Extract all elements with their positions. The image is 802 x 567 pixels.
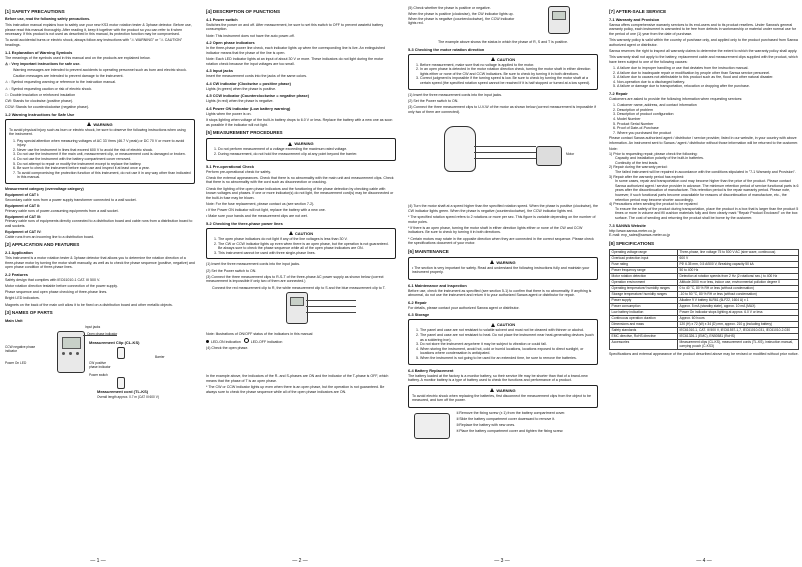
symbols-list — [5, 62, 195, 110]
three-phase-figure — [206, 292, 396, 332]
figure-note: Note: Illustrations of ON/OFF status of the indicators in this manual — [206, 331, 313, 336]
spec-row — [610, 279, 799, 285]
symbol-item: Warning messages are intended to prevent accidents to operating personnel such as burn and electric shock. — [13, 68, 187, 72]
warranty-item: 4. Non-operation due to a discharged battery. — [617, 80, 799, 85]
step-text: (4) Turn the motor shaft at a speed higher than the specified rotation speed. When the phase is positive (clockwise), the CW indicator lights green. When the phase is negative (counterclockwise), the CCW indicator lights red. — [408, 204, 598, 213]
spec-label: Power consumption — [610, 303, 678, 309]
caution-item: 3. This instrument cannot be used with three single-phase lines. — [218, 251, 392, 256]
function-title: 4-3 Input jacks — [206, 68, 234, 74]
warranty-sub: 7-1 Warranty and Provision — [609, 16, 660, 22]
caution-box-title: CAUTION — [496, 56, 516, 62]
spec-label: Motor rotation detection — [610, 273, 678, 279]
repair-note: 4) Precautions when sending the product to be repaired — [609, 202, 698, 207]
spec-row — [610, 273, 799, 279]
caution-list — [412, 63, 594, 86]
repair-note: In some cases, repair and transportation cost may become higher than the price of the product. Please contact Sanwa authorized agent / service provider in advance. The minimum retention period of service functional parts is 6 years after the discontinuation of manufacture. This retention period is the repair warranty period. Please note, however, if such functional parts become unavailable for reasons of discontinuation of manufacture, etc., the retention period may become shorter accordingly. — [615, 179, 799, 202]
warning-icon — [87, 122, 91, 126]
warning-box-title: WARNING — [496, 259, 516, 265]
repair-list — [609, 103, 799, 135]
warning-item: 1. Pay special attention when measuring voltages of AC 33 Vrms (46.7 V peak) or DC 70 V or more to avoid injury. — [17, 139, 191, 148]
led-legend — [206, 338, 396, 345]
caution-item: 4. When storing the instrument, avoid hot, cold or humid locations, locations exposed to direct sunlight, or locations where condensation is anticipated. — [420, 347, 594, 356]
symbol-item: CCW: Stands for counterclockwise (negative phase). — [5, 105, 90, 110]
warranty-text: Sanwa offers comprehensive warranty services to its end-users and to its product resellers. Under Sanwa's general warranty policy, each instrument is warranted to be free from defects in workmanship or material under normal use for the period of one (1) year from the date of purchase. — [609, 22, 796, 37]
feature-item: Motor rotation direction testable before connection of the power supply. — [5, 284, 118, 289]
led-on-icon — [206, 340, 209, 343]
warning-item: 7. To avoid compromising the protection function of this instrument, do not use it in any way other than indicated in this manual. — [17, 171, 191, 180]
repair-item: 3. Description of product configuration — [617, 112, 799, 117]
measurement-clip — [117, 347, 125, 359]
warranty-item: 5. A failure or damage due to transportation, relocation or dropping after the purchase. — [617, 84, 799, 89]
category-head: Equipment of CAT I: — [5, 193, 40, 198]
caution-box-title: CAUTION — [294, 230, 314, 236]
warranty-text: Sanwa reserves the right to inspect all warranty claims to determine the extent to which the warranty policy shall apply. — [609, 49, 798, 54]
column-2 — [206, 6, 396, 554]
spec-row — [610, 321, 799, 327]
category-head: Equipment of CAT IV: — [5, 230, 42, 235]
category-text: Secondary cable runs from a power supply transformer connected to a wall socket. — [5, 197, 137, 202]
application-sub: 2-1 Application — [5, 250, 33, 256]
function-title: 4-2 Open phase indicators — [206, 40, 255, 46]
caution-icon — [289, 231, 293, 235]
cord-length-label: Overall length approx. 0.7 m (CAT III 600 V) — [97, 395, 159, 400]
spec-value: Approx. 60 hours — [678, 315, 799, 321]
example-text: The example above shows the status in which the phase of R, S and T is positive. — [438, 40, 568, 44]
caution-item: 1. The open phase indicators do not light if any of the line voltages is less than 30 V. — [218, 237, 392, 242]
spec-label: Operating voltage range — [610, 249, 678, 255]
step-text: (1) Insert the three measurement cords into the input jacks. — [206, 262, 301, 267]
repair-text: For details, please contact your authorized Sanwa agent or distributor. — [408, 305, 520, 310]
spec-value: 0 to 40 °C, 80 % RH or less (without condensation) — [678, 285, 799, 291]
category-head: Equipment of CAT III: — [5, 214, 42, 219]
spec-label: Continuous operation duration — [610, 315, 678, 321]
website-link[interactable]: http://www.sanwa-meter.co.jp — [609, 228, 656, 233]
symbol-item: ⚠ : Symbol requesting warning or reference to the instruction manual. — [5, 80, 117, 85]
repair-item: 4. Model Number — [617, 117, 799, 122]
symbol-item: ⚠ : Very important instructions for safe use. — [5, 61, 81, 66]
repair-sub: 6-2 Repair — [408, 299, 427, 305]
spec-value: -10 to 50 °C, 80 % RH or less (without condensation) — [678, 291, 799, 297]
function-text: In the three-phase power line check, each indicator lights up when the corresponding line is live. An extinguished indicator means that the phase of the line is open. — [206, 46, 385, 55]
safety-intro-2: To avoid accidental burns or electric shock, always follow any instructions with "⚠ WARNING" or "⚠ CAUTION" headings. — [5, 38, 183, 48]
warning-icon — [490, 260, 494, 264]
warning-list — [210, 147, 392, 156]
maintenance-warning-box — [408, 257, 598, 280]
website-sub: 7-3 SANWA Website — [609, 222, 646, 228]
spec-value: Power On indicator stops lighting at approx. 6.0 V or less — [678, 309, 799, 315]
specifications-note: Specifications and external appearance of the product described above may be revised or modified without prior notice. — [609, 351, 799, 356]
warning-text: To avoid electric shock when replacing the batteries, first disconnect the measurement clips from the object to be measured, and turn off the power. — [412, 393, 591, 403]
warning-icon — [288, 142, 292, 146]
caution-icon — [491, 57, 495, 61]
function-note: Note: Each LED indicator lights at an input of about 30 V or more. These indicators do not light during the motor rotation check because the input voltages are too small. — [206, 57, 384, 66]
repair-item: 2. Description of problem — [617, 108, 799, 113]
function-title: 4-4 CW indicator (Clockwise = positive phase) — [206, 80, 291, 86]
caution-item: 2. The panel and case are not resistant to heat. Do not place the instrument near heat-generating devices (such as a soldering iron). — [420, 333, 594, 342]
warranty-list — [609, 66, 799, 89]
repair-item: 5. Product Serial Number — [617, 122, 799, 127]
led-on-label: LED-ON indication — [211, 339, 241, 344]
warning-text: • The section is very important for safety. Read and understand the following instructions fully and maintain your instrument properly. — [412, 265, 590, 275]
warning-item: 6. Be sure to check the instrument before each use and inspect it at least once a year. — [17, 166, 191, 171]
repair-item: 7. Where you purchased the product — [617, 131, 799, 136]
measurement-cord-clip — [117, 377, 125, 389]
safety-title: [1] SAFETY PRECAUTIONS — [5, 9, 65, 14]
warning-box-title: WARNING — [93, 121, 113, 127]
function-note: Note: This instrument does not have the auto power-off. — [206, 33, 295, 38]
repair-note: 1) Prior to requesting repair, please check the following: — [609, 151, 698, 156]
example-text: In the example above, the indicators of the R- and S-phases are ON and the indicator of the T-phase is OFF, which means that the phase of T is an open phase. — [206, 374, 389, 383]
page-number: — 3 — — [494, 558, 510, 564]
clip-label: Measurement Clip (CL-KS) — [89, 340, 140, 346]
category-title: Measurement category (overvoltage category) — [5, 186, 84, 191]
symbol-item: Caution messages are intended to prevent damage to the instrument. — [13, 74, 124, 79]
spec-label: Operation environment — [610, 279, 678, 285]
warning-item: 3. Do not use the instrument if the main unit, measurement clip, or measurement cord is damaged or broken. — [17, 152, 191, 157]
features-sub: 2-2 Features — [5, 271, 28, 277]
repair-note: Capacity and installation polarity of the built-in batteries. — [615, 156, 704, 161]
category-text: Primary cable runs of equipments directly connected to a distribution board and cable runs from a distribution board to wall sockets. — [5, 219, 193, 228]
step-note: * The specified rotation speed refers to 2 rotations or more per sec. This figure is variable depending on the number of motor poles. — [408, 215, 596, 224]
step-text: (3) Connect the three measurement clips to U-V-W of the motor as shown below (correct measurement is impossible if only two of them are connected). — [408, 105, 596, 114]
step-text: (2) Set the Power switch to ON. — [206, 268, 257, 273]
column-1 — [5, 6, 195, 554]
power-switch-label: Power switch — [89, 373, 108, 378]
motor-icon — [536, 146, 562, 166]
repair-item: 1. Customer name, address, and contact information — [617, 103, 799, 108]
warning-icon — [490, 388, 494, 392]
measurement-warning-box — [206, 138, 396, 160]
spec-value: 120 (H) x 72 (W) x 34 (D) mm, approx. 210 g (including battery) — [678, 321, 799, 327]
pre-check-note: • If the Power ON indicator will not light, replace the battery with a new one. — [206, 208, 326, 213]
function-title: 4-5 CCW indicator (Counterclockwise = negative phase) — [206, 93, 310, 99]
repair-text: Please contact Sanwa authorized agent / distributor / service provider, listed in our website, in your country with above information. An instrument sent to Sanwa / agent / distributor without those information will be returned to the customer. — [609, 136, 799, 145]
measurement-title: [5] MEASUREMENT PROCEDURES — [206, 130, 283, 136]
step-text: Connect the red measurement clip to R, the white measurement clip to S and the blue measurement clip to T. — [212, 285, 386, 290]
caution-item: 3. Do not store the instrument anywhere it may be subject to vibration or could fall. — [420, 342, 594, 347]
column-3 — [408, 6, 598, 554]
caution-item: 5. When the instrument is not going to be used for an extended time, be sure to remove the batteries. — [420, 356, 594, 361]
tester-unit — [286, 292, 308, 324]
caution-list — [210, 237, 392, 255]
page-number: — 4 — — [696, 558, 712, 564]
warning-item: 5. Do not attempt to repair or modify the instrument except to replace the battery. — [17, 162, 191, 167]
warning-list — [9, 139, 191, 180]
spec-value: Altitude 2000 m or less, indoor use, environmental pollution degree II — [678, 279, 799, 285]
motor-label: Motor — [566, 152, 575, 157]
spec-value: IEC61010-1, CAT. III 500 V, IEC61557-1,7, IEC61010-031, IEC61010-2-030 — [678, 327, 799, 333]
caution-item: 1. Before measurement, make sure that no voltage is applied to the motor. — [420, 63, 594, 68]
after-sale-title: [7] AFTER-SALE SERVICE — [609, 9, 667, 14]
step-text: (5) Check whether the phase is positive or negative. — [408, 6, 491, 10]
power-led — [69, 352, 72, 355]
spec-label: Fuse rating — [610, 261, 678, 267]
caution-list — [412, 328, 594, 360]
warning-item: 2. During measurement, do not hold the measurement clip at any point beyond the barrier. — [218, 152, 392, 157]
caution-box-title: CAUTION — [496, 322, 516, 328]
battery-text: The battery loaded at the factory is a monitor battery, so their service life may be shorter than that of a brand-new battery. A monitor battery is a type of battery used to check the functions and performance of a product. — [408, 373, 588, 383]
repair-sub: 7-2 Repair — [609, 90, 628, 96]
maintenance-title: [6] MAINTENANCE — [408, 248, 449, 254]
storage-sub: 6-3 Storage — [408, 312, 430, 318]
battery-step: ③Replace the battery with new ones. — [456, 423, 516, 428]
repair-note: Continuity of the test leads. — [615, 160, 659, 165]
spec-label: Low battery indication — [610, 309, 678, 315]
led-off-label: LED-OFF indication — [250, 339, 283, 344]
spec-label: Operating temperature/ humidity ranges — [610, 285, 678, 291]
spec-value: Alkaline 9 V battery 6LR61 (6LF22, 1604 A) x 1 — [678, 297, 799, 303]
barrier-label: Barrier — [155, 355, 165, 360]
maintenance-sub: 6-1 Maintenance and Inspection — [408, 282, 467, 288]
warning-box — [5, 119, 195, 184]
spec-value: 600 V — [678, 255, 799, 261]
battery-figure — [408, 411, 598, 441]
motor-caution-box — [408, 54, 598, 90]
caution-item: 2. The CW or CCW indicator lights up even when there is an open phase, but the operation is not guaranteed. Be always sure to check the phase sequence while all of the open phase indicators are ON. — [218, 242, 392, 251]
open-phase-label: Open phase indicator — [87, 332, 118, 337]
spec-value: Three-phase, line voltage 75 to 500 V AC (sine wave, continuous) — [678, 249, 799, 255]
maintenance-text: Before use, check the instrument as specified (see section 5-1) to confirm that there is no abnormality. If anything is abnormal, do not use the instrument and return it to your authorized Sanwa agent or distributor for repair. — [408, 288, 592, 298]
application-title: [2] APPLICATION AND FEATURES — [5, 242, 80, 248]
pre-check-text: Check the lighting of the open phase indicators and the functioning of the phase detection by checking cable with known voltages and phases. If one or more indicator(s) do not light, the measurement cord(s) may be disconnected or the built-in fuse may be blown. — [206, 186, 394, 200]
tester-in-hand — [444, 126, 476, 172]
spec-value: Approx. 5 mA (standby state), approx. 10 mA (MAX) — [678, 303, 799, 309]
function-title: 4-6 Power ON indicator (Low battery warning) — [206, 106, 291, 111]
symbol-item: □ : Double insulation or reinforced insulation — [5, 92, 76, 97]
spec-value: Detection at rotation speeds from 2 Hz (2 rotations/ sec.) to 400 Hz — [678, 273, 799, 279]
warning-item: 1. Do not perform measurement of a voltage exceeding the maximum rated voltage. — [218, 147, 392, 152]
email-link[interactable]: E-mail: exp_sales@sanwa-meter.co.jp — [609, 233, 671, 238]
warning-box-title: WARNING — [496, 387, 516, 393]
repair-note: To ensure the safety of the product during transportation, place the product in a box that is larger than the product 5 times or more in volume and fill cushion materials fully and then clearly mark "Repair Product Enclosed" on the box surface. The cost of sending and returning the product shall be borne by the customer. — [615, 206, 799, 220]
power-led-label: Power On LED — [5, 361, 27, 366]
safety-head: Before use, read the following safety precautions. — [5, 16, 91, 21]
warning-item: 4. Do not use the instrument with the battery compartment cover removed. — [17, 157, 191, 162]
spec-value: Measurement clips (CL-KS), measurement cords (TL-KS), instruction manual, carrying pouch (C-KS3) — [678, 339, 799, 349]
caution-item: 1. The panel and case are not resistant to volatile solvent and must not be cleaned with thinner or alcohol. — [420, 328, 594, 333]
category-text: Primary cable runs of power-consuming equipments from a wall socket. — [5, 208, 119, 213]
functions-title: [4] DESCRIPTION OF FUNCTIONS — [206, 9, 281, 14]
warranty-item: 1. A failure due to improper handling or use that deviates from the instruction manual. — [617, 66, 799, 71]
pre-check-note: • Make sure your hands and the measurement clips are not wet. — [206, 214, 308, 219]
caution-item: 3. Correct judgment is impossible if the turning speed is low. Be sure to check by turning the motor shaft at a certain speed (the specified rotation speed cannot be reached if it is half stopped or turned at a low speed). — [420, 76, 594, 85]
category-text: Cable runs from an incoming line to a distribution board. — [5, 234, 95, 239]
spec-row — [610, 339, 799, 349]
names-title: [3] NAMES OF PARTS — [5, 310, 53, 316]
input-jacks-label: Input jacks — [85, 325, 101, 330]
step-text: (2) Set the Power switch to ON. — [408, 98, 459, 103]
symbol-item: CW: Stands for clockwise (positive phase). — [5, 98, 74, 103]
specifications-table — [609, 249, 799, 350]
spec-value: IEC61326-1 (EMC), EN50581 (RoHS) — [678, 333, 799, 339]
repair-note: 3) Repair after the warranty period has expired: — [609, 174, 685, 179]
function-text: Insert the measurement cords into the jacks of the same colors. — [206, 74, 308, 79]
main-unit-label: Main Unit — [5, 318, 23, 324]
cw-label: CW positive phase indicator — [89, 361, 111, 370]
safety-intro: This instruction manual explains how to safely use your new KS3 motor rotation tester & 3phase detector. Before use, please read this manual thoroughly. After reading it, keep it together with the product so you can refer to it when necessary. If this product is not used as described in this manual, its protection function may be compromised. — [5, 23, 192, 37]
step-note: * Certain motors may rotate in the opposite direction when they are connected in the correct sequence. Please check the specifications document of your motor. — [408, 236, 594, 246]
example-note: * The CW or CCW indicator lights up even when there is an open phase, but the operation is not guaranteed. Be always sure to check the phase sequence while all of the open phase indicators are ON. — [206, 385, 385, 394]
led-off-icon — [244, 338, 249, 343]
function-text: Lights (in red) when the phase is negative. — [206, 99, 274, 104]
tester-unit — [548, 6, 570, 34]
feature-item: Phase sequence and open phase checking of three-phase lines. — [5, 290, 108, 295]
warranty-text: This warranty policy is valid within the country of purchase only, and applied only to the product purchased from Sanwa authorized agent or distributor. — [609, 38, 798, 47]
page-number: — 1 — — [90, 558, 106, 564]
category-head: Equipment of CAT II: — [5, 203, 41, 208]
battery-step: ②Slide the battery compartment cover downward to remove it. — [456, 416, 556, 421]
pre-check-title: 5-1 Pre-operational Check — [206, 163, 255, 169]
battery-sub: 6-4 Battery Replacement — [408, 367, 454, 373]
specifications-title: [8] SPECIFICATIONS — [609, 240, 655, 246]
spec-row — [610, 249, 799, 255]
indicator-panel — [62, 337, 81, 349]
function-text: Switches the power on and off. After measurement, be sure to set this switch to OFF to prevent wasteful battery consumption. — [206, 22, 384, 32]
spec-label: Power supply — [610, 297, 678, 303]
battery-compartment-icon — [414, 413, 450, 439]
pre-check-text: Perform pre-operational check for safety. — [206, 169, 271, 174]
parts-figure — [5, 325, 193, 405]
cw-led — [76, 352, 79, 355]
function-text: It stops lighting when voltage of the built-in battery drops to 6.0 V or less. Replace the battery with a new one as soon as possible if the indicator will not light. — [206, 118, 393, 127]
application-text: This instrument is a motor rotation tester & 3phase detector that allows you to determine the rotation direction of a three-phase motor by turning the motor shaft manually, as well as to check the phase sequence (positive, negative) and open phase condition of three-phase lines. — [5, 256, 195, 270]
repair-note-head: Note: — [609, 147, 618, 152]
caution-item: 2. In an open phase is detected in the motor rotation direction check, turning the motor shaft in either direction lights either or none of the CW and CCW indicators. Be sure to check by turning it in both directions. — [420, 67, 594, 76]
spec-value: 50 to 400 Hz — [678, 267, 799, 273]
repair-note: 2) Repair during the warranty period: — [609, 165, 668, 170]
spec-value: FΦ 6.35 mm, 0.5 A/500 V, Breaking capacity 50 kA — [678, 261, 799, 267]
spec-label: EMC directive, RoHS directive — [610, 333, 678, 339]
function-text: Lights (in green) when the phase is positive. — [206, 86, 277, 91]
feature-item: Safety design that complies with IEC61010-1 CAT. III 500 V. — [5, 277, 101, 282]
step-text: (4) Check the open phase. — [206, 346, 249, 351]
column-4 — [609, 6, 799, 554]
spec-label: Safety standards — [610, 327, 678, 333]
ccw-led — [62, 352, 65, 355]
symbol-item: ⚠ : Symbol requesting caution or risk of electric shock. — [5, 86, 93, 91]
caution-icon — [491, 323, 495, 327]
feature-item: Bright LED indicators. — [5, 296, 40, 301]
motor-rotation-title: 5-3 Checking the motor rotation direction — [408, 46, 485, 52]
step-text: (3) Connect the three measurement clips to R-S-T of the three-phase AC power supply as shown below (correct measurement is impossible if only two of them are connected.) — [206, 274, 384, 284]
spec-label: Dimensions and mass — [610, 321, 678, 327]
feature-item: Magnets on the back of the main unit allow it to be fixed on a distribution board and other metallic objects. — [5, 302, 173, 307]
function-title: 4-1 Power switch — [206, 16, 238, 22]
storage-caution-box — [408, 319, 598, 364]
step-note: * If there is an open phase, turning the motor shaft in either direction lights either or none of the CW and CCW indicators. Be sure to check by turning it in both directions. — [408, 225, 583, 235]
warning-title: 1-2 Warning Instructions for Safe Use — [5, 111, 75, 117]
pre-check-note: Note: For the fuse replacement, please contact us (see section 7-2). — [206, 201, 315, 206]
step-text: (1) Insert the three measurement cords into the input jacks. — [408, 92, 503, 97]
warning-item: 2. Never use the instrument in lines that exceed 600 V to avoid the risk of electric shock. — [17, 148, 191, 153]
warranty-text: This warranty shall not apply to the battery, replacement cable and measurement clips supplied with the product, which have been subject to one of the following causes: — [609, 55, 798, 64]
warning-box-title: WARNING — [294, 141, 314, 147]
symbols-title: 1-1 Explanation of Warning Symbols — [5, 49, 73, 55]
battery-warning-box — [408, 385, 598, 408]
spec-label: Power frequency range — [610, 267, 678, 273]
tester-unit — [57, 331, 85, 373]
pre-check-text: Check the external appearances. Check that there is no abnormality with the main unit and measurement clips. Check that there is no abnormality with the cord such as disconnection or cracking. — [206, 175, 394, 185]
spec-label: Storage temperature/ humidity ranges — [610, 291, 678, 297]
cord-label: Measurement cord (TL-KS) — [97, 389, 149, 395]
warning-intro: To avoid physical injury such as burn or electric shock, be sure to observe the following instructions when using the instrument. — [9, 127, 186, 137]
warranty-item: 2. A failure due to inadequate repair or modification by people other than Sanwa service personnel. — [617, 71, 799, 76]
ccw-label: CCW negative phase indicator — [5, 345, 36, 354]
spec-label: Overload protection input — [610, 255, 678, 261]
spec-label: Accessories — [610, 339, 678, 349]
repair-note: The failed instrument will be repaired in accordance with the conditions stipulated in "7-1 Warranty and Provision". — [615, 170, 796, 175]
three-phase-caution-box — [206, 228, 396, 259]
repair-item: 6. Proof of Date-of-Purchase — [617, 126, 799, 131]
battery-step: ①Remove the fixing screw (x 1) from the battery compartment cover. — [456, 410, 566, 415]
step-text: When the phase is positive (clockwise), the CW indicator lights up. When the phase is negative (counterclockwise), the CCW indicator lights red. — [408, 12, 515, 26]
warranty-item: 3. A failure due to causes not attributable to this product such as fire, flood and other natural disaster. — [617, 75, 799, 80]
symbols-text: The meanings of the symbols used in this manual and on the products are explained below. — [5, 55, 151, 60]
motor-figure — [408, 116, 596, 202]
battery-step: ④Place the battery compartment cover and tighten the fixing screw. — [456, 429, 564, 434]
function-text: Lights when the power is on. — [206, 112, 252, 116]
repair-text: Customers are asked to provide the following information when requesting services: — [609, 96, 743, 101]
page-number: — 2 — — [292, 558, 308, 564]
three-phase-title: 5-2 Checking the three-phase power lines — [206, 220, 283, 226]
